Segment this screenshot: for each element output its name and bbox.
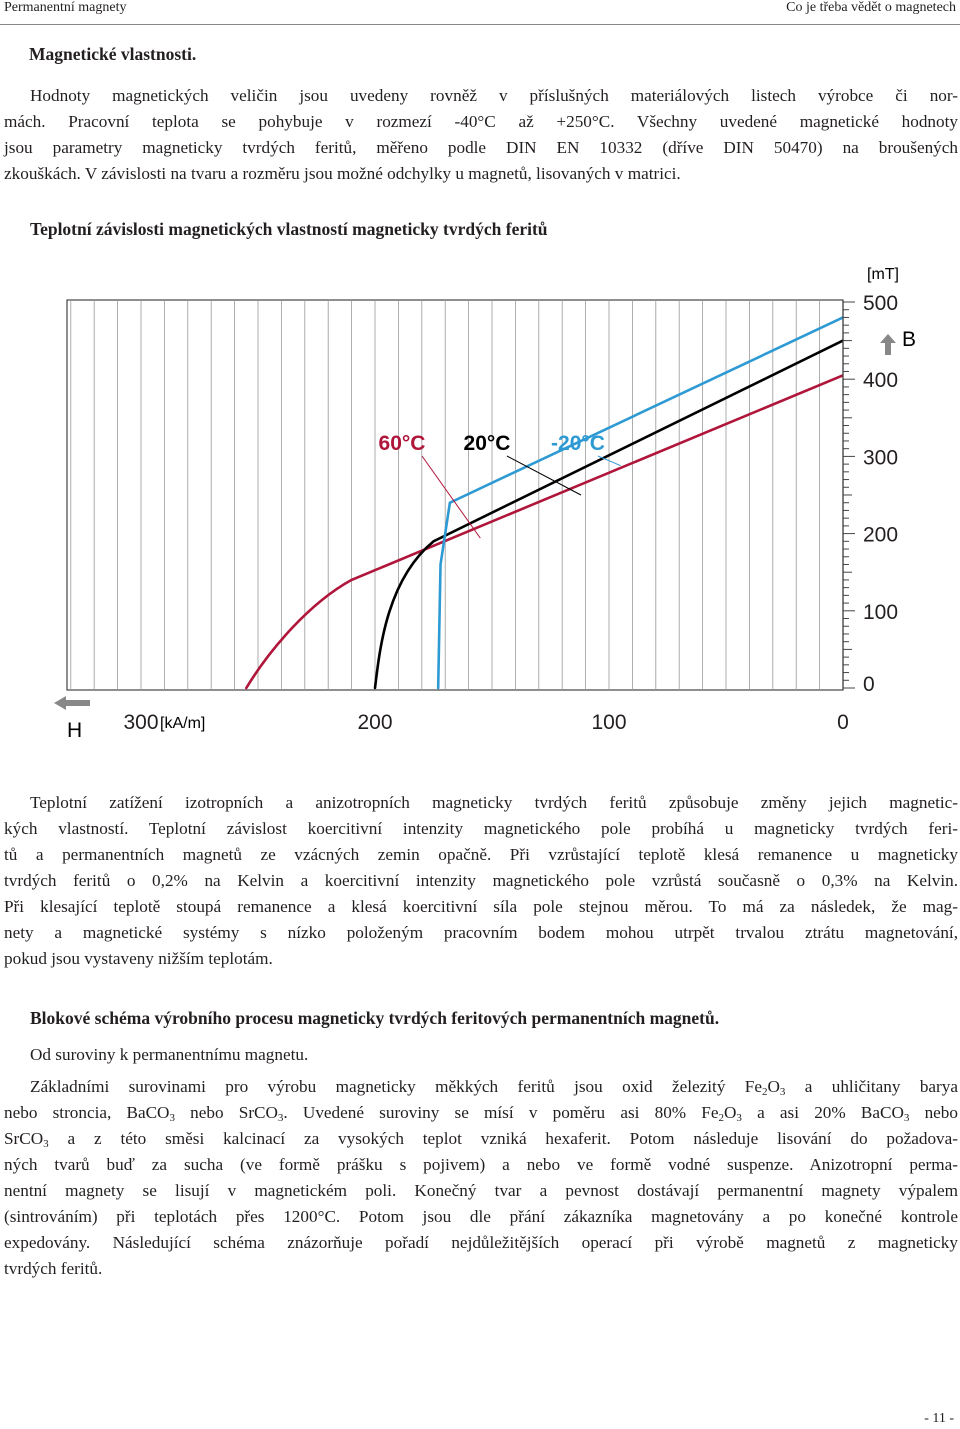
- text-span: nebo SrCO: [174, 1103, 278, 1122]
- text-span: O: [723, 1103, 737, 1122]
- chart-title: Teplotní závislosti magnetických vlastností magneticky tvrdých feritů: [30, 219, 548, 239]
- text-line: expedovány. Následující schéma znázorňuje pořadí nejdůležitějších operací při výrobě magnetů z magneticky: [4, 1233, 958, 1252]
- y-tick-label: 500: [863, 292, 899, 315]
- text-span: a uhličitany barya: [785, 1077, 959, 1096]
- page-number: - 11 -: [924, 1411, 954, 1426]
- y-axis-label: B: [902, 328, 917, 351]
- section-title-magnetic: Magnetické vlastnosti.: [29, 44, 197, 64]
- x-unit-label: [kA/m]: [160, 715, 206, 732]
- subscript: 3: [277, 1112, 284, 1124]
- x-tick-label: 200: [357, 711, 393, 734]
- text-line: tvrdých feritů.: [4, 1259, 103, 1278]
- series-label: -20°C: [551, 432, 605, 455]
- text-line: jsou parametry magneticky tvrdých feritů, měřeno podle DIN EN 10332 (dříve DIN 50470) na broušených: [4, 138, 958, 157]
- text-line: nentní magnety se lisují v magnetickém poli. Konečný tvar a pevnost dostávají permanentní magnety výpalem: [4, 1181, 958, 1200]
- text-span: nebo stroncia, BaCO: [4, 1103, 170, 1122]
- text-span: a z této směsi kalcinací za vysokých teplot vzniká hexaferit. Potom následuje lisování do požadova-: [48, 1129, 958, 1148]
- header-right: Co je třeba vědět o magnetech: [786, 0, 956, 15]
- text-span: Od suroviny k permanentnímu magnetu.: [30, 1045, 309, 1064]
- text-line: zkouškách. V závislosti na tvaru a rozměru jsou možné odchylky u magnetů, lisovaných v matrici.: [4, 164, 681, 183]
- h-arrow-icon: [54, 696, 90, 710]
- b-arrow-icon: [880, 334, 896, 355]
- text-line: mách. Pracovní teplota se pohybuje v rozmezí -40°C až +250°C. Všechny uvedené magnetické hodnoty: [4, 112, 958, 131]
- subscript: 2: [718, 1112, 724, 1124]
- y-tick-label: 0: [863, 673, 875, 696]
- text-line: tů a permanentních magnetů ze vzácných zemin opačně. Při vzrůstající teplotě klesá remanence u magneticky: [4, 845, 958, 864]
- text-span: . Uvedené suroviny se mísí v poměru asi 80% Fe: [283, 1103, 719, 1122]
- text-span: a asi 20% BaCO: [741, 1103, 904, 1122]
- text-line: nety a magnetické systémy s nízko položeným pracovním bodem mohou utrpět trvalou ztrátu magnetování,: [4, 923, 958, 942]
- text-line: ných tvarů buď za sucha (ve formě prášku s pojivem) a nebo ve formě vodné suspenze. Anizotropní perma-: [4, 1155, 958, 1174]
- subscript: 3: [736, 1112, 742, 1124]
- x-tick-label: 0: [837, 711, 849, 734]
- x-axis-label: H: [67, 719, 83, 742]
- section-title-block-diagram: Blokové schéma výrobního procesu magneticky tvrdých feritových permanentních magnetů.: [30, 1008, 720, 1028]
- paragraph-magnetic-properties: [4, 83, 958, 187]
- subscript: 2: [761, 1086, 768, 1098]
- text-line: [4, 1100, 958, 1126]
- text-line: kých vlastností. Teplotní závislost koercitivní intenzity magnetického pole probíhá u magneticky tvrdých feri-: [4, 819, 958, 838]
- text-line: (sintrováním) při teplotách přes 1200°C. Potom jsou dle přání zákazníka magnetovány a po konečné kontrole: [4, 1207, 958, 1226]
- series-label: 20°C: [463, 432, 511, 455]
- text-span: Hodnoty magnetických veličin jsou uvedeny rovněž v příslušných materiálových listech výrobce či nor-: [30, 86, 958, 105]
- text-span: SrCO: [4, 1129, 44, 1148]
- y-tick-label: 100: [863, 600, 899, 624]
- paragraph-temperature-load: [4, 790, 958, 972]
- text-span: Teplotní zatížení izotropních a anizotropních magneticky tvrdých feritů způsobuje změny jejich magnetic-: [30, 793, 958, 812]
- text-span: nebo: [909, 1103, 958, 1122]
- subscript: 3: [43, 1138, 49, 1150]
- text-span: O: [767, 1077, 780, 1096]
- y-tick-label: 200: [863, 523, 899, 547]
- text-line: tvrdých feritů o 0,2% na Kelvin a koercitivní intenzity magnetického pole vzrůstá současně o 0,3% na Kelvin.: [4, 871, 958, 890]
- y-tick-label: 400: [863, 369, 899, 393]
- series-label: 60°C: [378, 432, 426, 455]
- y-unit-label: [mT]: [867, 266, 899, 283]
- x-tick-label: 300: [123, 711, 159, 734]
- paragraph-production: [4, 1074, 958, 1282]
- text-line: pokud jsou vystaveny nižším teplotám.: [4, 949, 273, 968]
- text-span: Základními surovinami pro výrobu magneticky měkkých feritů jsou oxid železitý Fe: [30, 1077, 762, 1096]
- text-line: [4, 790, 958, 816]
- subscript: 3: [779, 1086, 786, 1098]
- text-line: [4, 1126, 958, 1152]
- chart-grid: [67, 300, 843, 690]
- subscript: 3: [169, 1112, 175, 1124]
- text-line: [4, 83, 958, 109]
- y-tick-label: 300: [863, 446, 899, 470]
- bh-chart: [0, 255, 960, 755]
- text-line: Při klesající teplotě stoupá remanence a klesá koercitivní síla pole stejnou měrou. To má za následek, že mag-: [4, 897, 958, 916]
- text-line: [4, 1074, 958, 1100]
- subscript: 3: [903, 1112, 910, 1124]
- plot-frame: [67, 300, 843, 690]
- header-rule: [0, 24, 960, 25]
- subtitle-raw-material: [4, 1042, 958, 1068]
- x-tick-label: 100: [591, 711, 627, 734]
- header-left: Permanentní magnety: [4, 0, 127, 15]
